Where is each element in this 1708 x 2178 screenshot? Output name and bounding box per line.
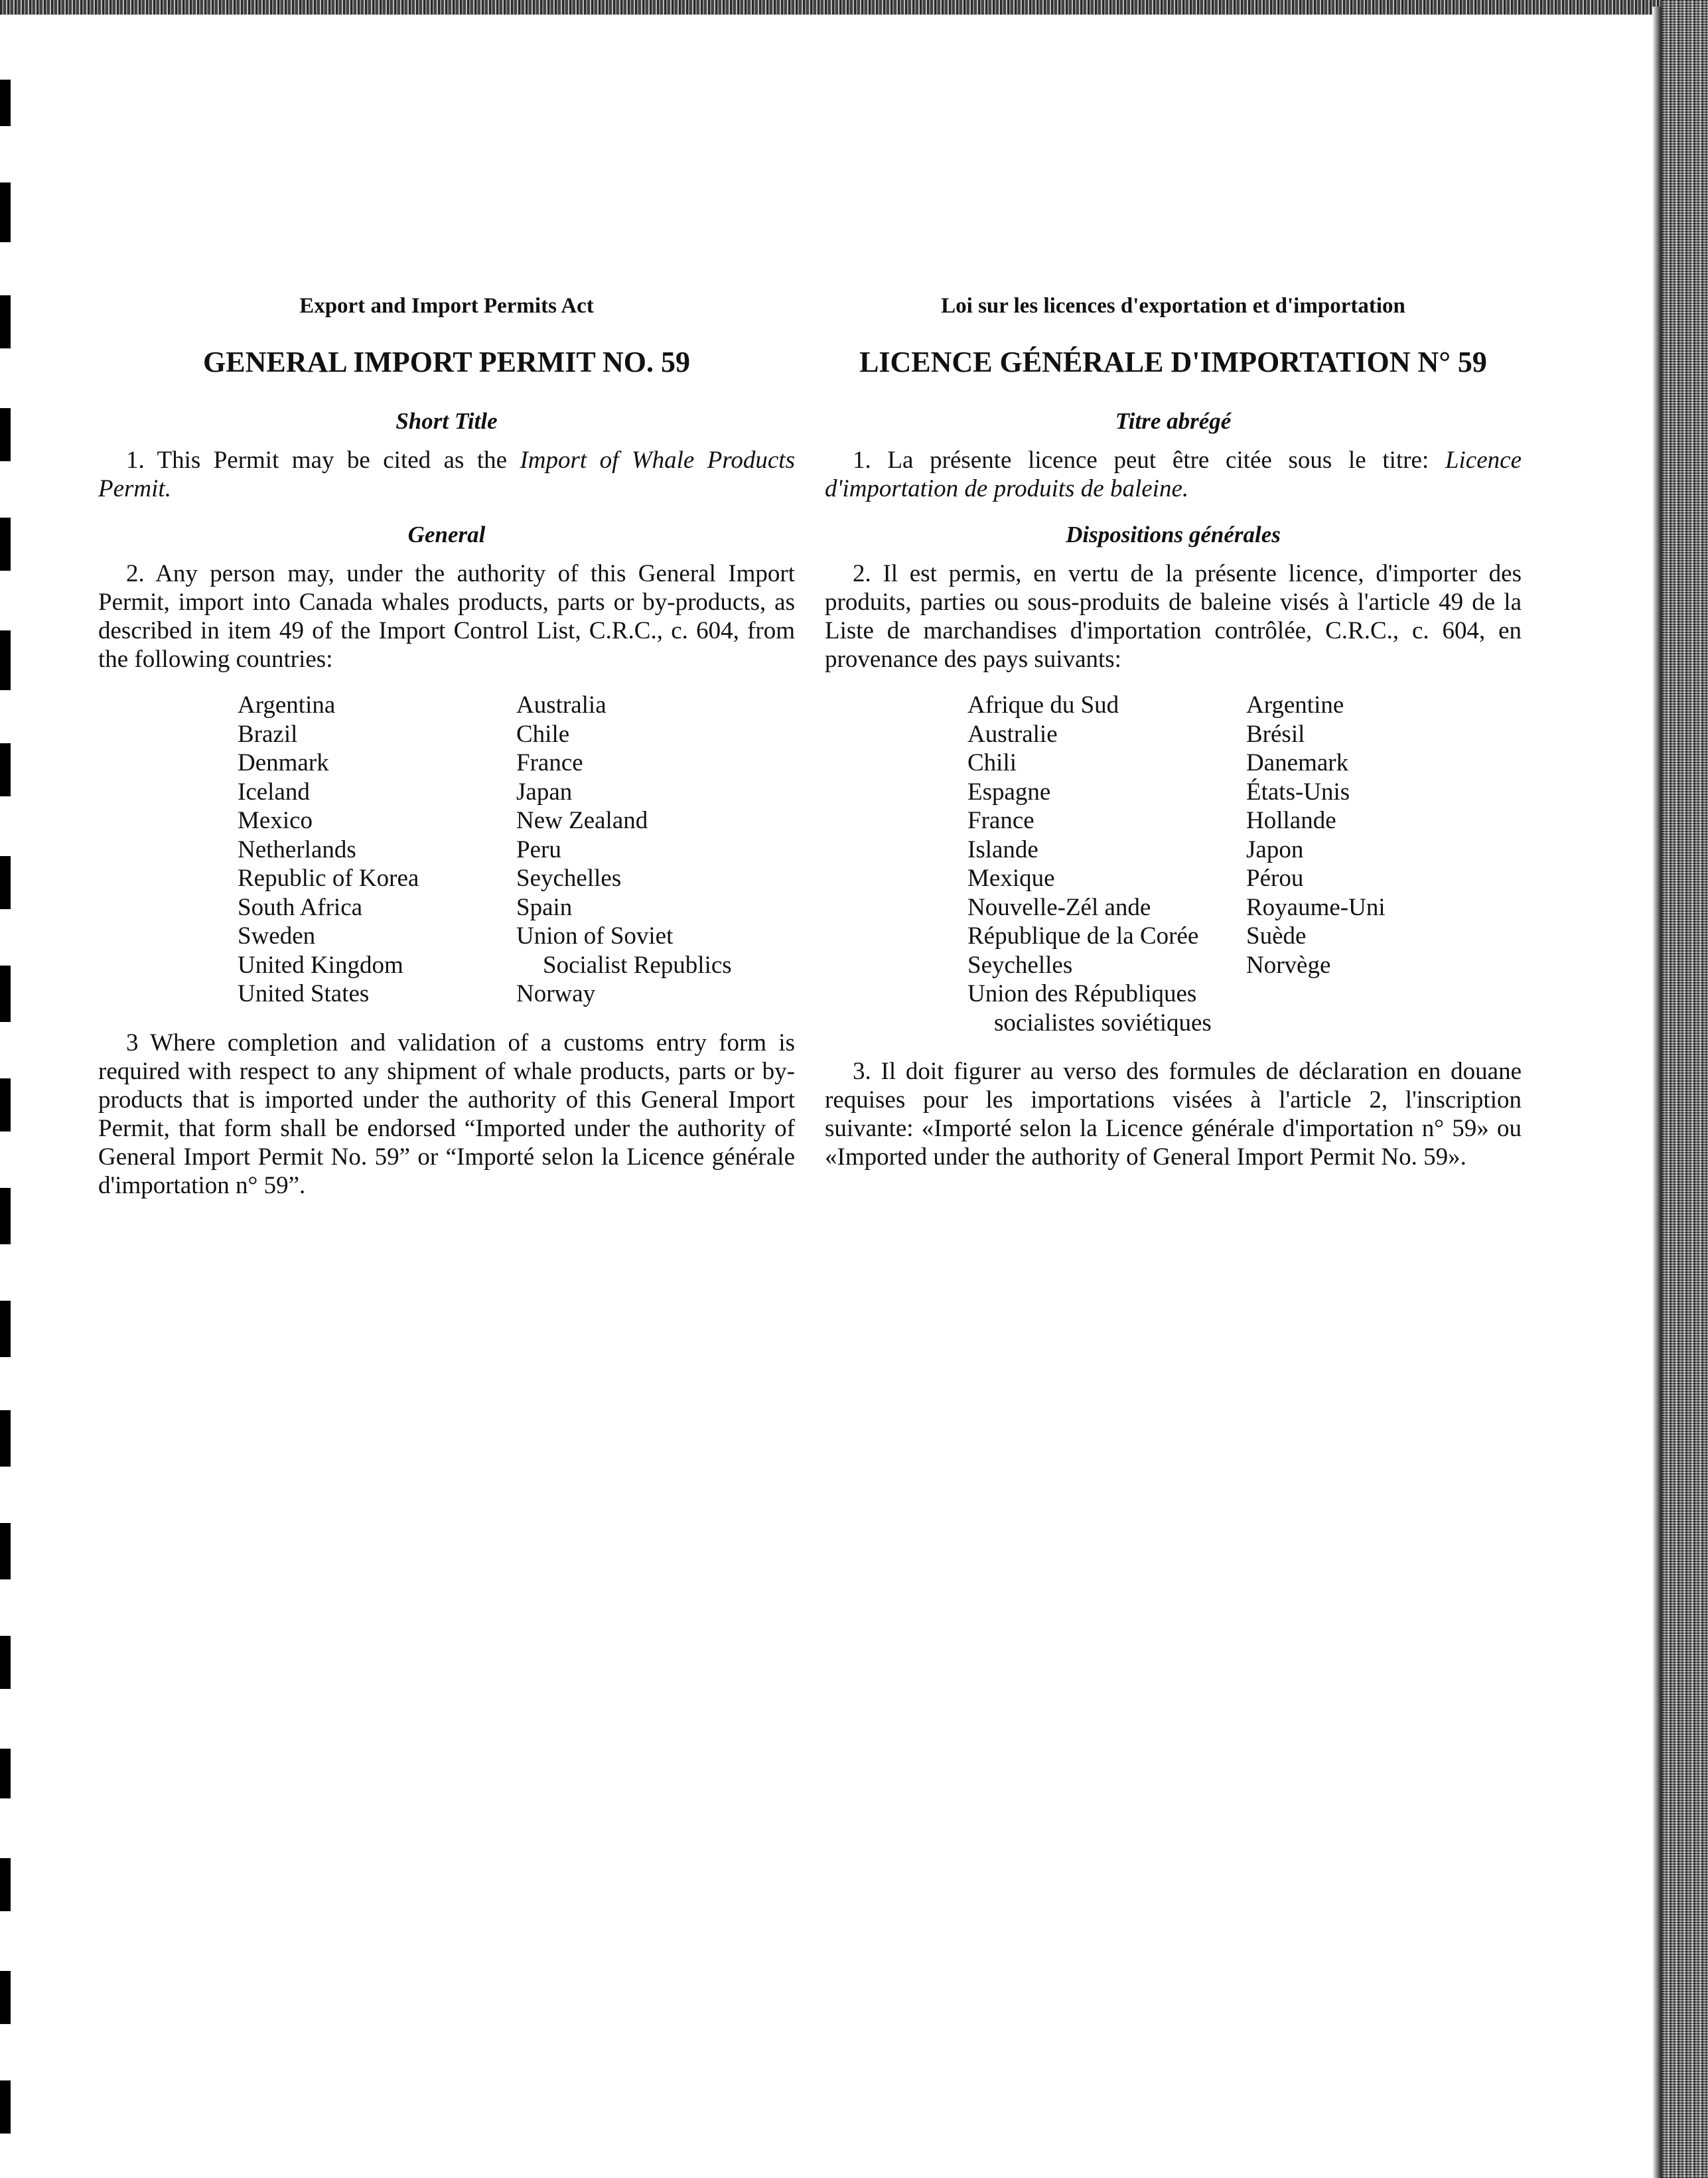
country-item: Brésil [1246, 720, 1305, 748]
country-item: Afrique du Sud [967, 691, 1119, 719]
country-item: Seychelles [516, 865, 622, 892]
country-item: États-Unis [1246, 778, 1350, 806]
country-list [238, 691, 795, 1009]
paragraph-3: 3. Il doit figurer au verso des formules de déclaration en douane requises pour les importations visées à l'article 2, l'inscription suivante: «Importé selon la Licence générale d'importation n° 59» ou «Imported under the authority of General Import Permit No. 59». [825, 1058, 1522, 1171]
general-heading: Dispositions générales [1066, 522, 1281, 547]
country-item: Royaume-Uni [1246, 893, 1386, 921]
country-item: France [516, 749, 583, 776]
binding-mark [0, 80, 11, 126]
paragraph-1-cited-title: Import of Whale Products Permit. [98, 447, 795, 502]
binding-mark [0, 1636, 11, 1689]
english-column [98, 292, 795, 1217]
short-title-heading: Titre abrégé [1115, 408, 1232, 434]
paragraph-1 [98, 446, 795, 503]
paragraph-2: 2. Any person may, under the authority of this General Import Permit, import into Canada whales products, parts or by-products, as described in item 49 of the Import Control List, C.R.C., c. 604, from the following countries: [98, 560, 795, 673]
country-item: South Africa [238, 893, 363, 921]
paragraph-1-cited-title: Licence d'importation de produits de baleine. [825, 447, 1522, 502]
country-item: Union of Soviet [516, 922, 674, 950]
country-item: Peru [516, 835, 561, 863]
country-item: Socialist Republics [543, 951, 732, 979]
country-item: Islande [967, 835, 1038, 863]
country-item: New Zealand [516, 807, 648, 834]
paragraph-1-text: 1. This Permit may be cited as the [126, 447, 520, 474]
binding-mark [0, 1749, 11, 1798]
binding-mark [0, 1410, 11, 1467]
binding-mark [0, 630, 11, 690]
country-item: Pérou [1246, 865, 1304, 892]
country-list [967, 691, 1522, 1037]
country-item: Espagne [967, 778, 1051, 806]
country-item: Mexico [238, 807, 313, 834]
country-item: Argentina [238, 691, 336, 719]
country-item: Norvège [1246, 951, 1331, 979]
country-item: Denmark [238, 749, 329, 776]
country-item: France [967, 807, 1034, 834]
binding-mark [0, 2080, 11, 2134]
short-title-heading: Short Title [395, 408, 498, 434]
country-item: Suède [1246, 922, 1307, 950]
country-item: Hollande [1246, 807, 1336, 834]
country-item: Japon [1246, 835, 1304, 863]
binding-mark [0, 182, 11, 242]
scan-page-fold-shadow [1652, 7, 1662, 2178]
country-item [1246, 1009, 1525, 1038]
country-item: Mexique [967, 865, 1055, 892]
country-item: Chili [967, 749, 1017, 776]
country-item: Australia [516, 691, 606, 719]
binding-mark [0, 743, 11, 796]
permit-title: GENERAL IMPORT PERMIT NO. 59 [203, 346, 690, 378]
general-heading: General [407, 522, 486, 547]
scan-right-edge [1662, 0, 1708, 2178]
french-column [825, 292, 1522, 1189]
country-item: United Kingdom [238, 951, 403, 979]
country-item: Argentine [1246, 691, 1344, 719]
country-item: Union des Républiques [967, 980, 1197, 1007]
country-item: Danemark [1246, 749, 1349, 776]
country-item: Seychelles [967, 951, 1073, 979]
scan-top-edge [0, 0, 1708, 15]
binding-mark [0, 1858, 11, 1911]
country-item: Chile [516, 720, 570, 748]
binding-mark [0, 1523, 11, 1579]
country-item: Nouvelle-Zél ande [967, 893, 1151, 921]
binding-mark [0, 1301, 11, 1357]
country-item: Iceland [238, 778, 310, 806]
country-item: Brazil [238, 720, 298, 748]
country-item: Norway [516, 980, 596, 1007]
paragraph-1 [825, 446, 1522, 503]
act-title: Loi sur les licences d'exportation et d'importation [941, 294, 1405, 318]
country-item: Spain [516, 893, 573, 921]
country-item: United States [238, 980, 370, 1007]
paragraph-3: 3 Where completion and validation of a customs entry form is required with respect to any shipment of whale products, parts or by-products that is imported under the authority of this General Import Permit, that form shall be endorsed “Imported under the authority of General Import Permit No. 59” or “Importé selon la Licence générale d'importation n° 59”. [98, 1029, 795, 1199]
binding-mark [0, 518, 11, 571]
binding-mark [0, 408, 11, 461]
permit-title: LICENCE GÉNÉRALE D'IMPORTATION N° 59 [859, 346, 1487, 378]
binding-mark [0, 856, 11, 909]
country-item: Japan [516, 778, 573, 806]
binding-mark [0, 966, 11, 1022]
country-item: Netherlands [238, 835, 356, 863]
binding-mark [0, 1188, 11, 1244]
country-item: Sweden [238, 922, 316, 950]
paragraph-2: 2. Il est permis, en vertu de la présente licence, d'importer des produits, parties ou sous-produits de baleine visés à l'article 49 de la Liste de marchandises d'importation contrôlée, C.R.C., c. 604, en provenance des pays suivants: [825, 560, 1522, 673]
binding-mark [0, 295, 11, 348]
country-item: socialistes soviétiques [994, 1009, 1212, 1037]
binding-mark [0, 1078, 11, 1131]
country-item [1246, 980, 1525, 1009]
country-item: République de la Corée [967, 922, 1199, 950]
country-item: Republic of Korea [238, 865, 419, 892]
binding-mark [0, 1971, 11, 2024]
act-title: Export and Import Permits Act [299, 294, 594, 318]
paragraph-1-text: 1. La présente licence peut être citée sous le titre: [853, 447, 1445, 474]
country-item: Australie [967, 720, 1058, 748]
